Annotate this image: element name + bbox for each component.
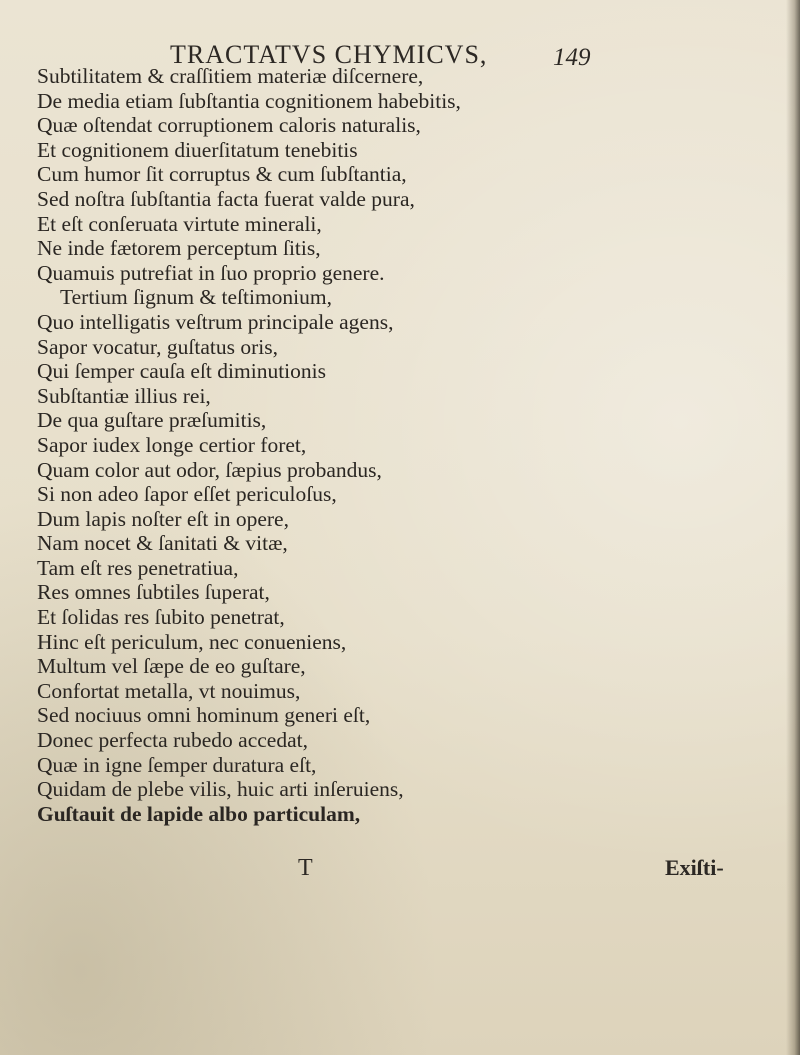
text-line: Quo intelligatis veſtrum principale agens, bbox=[37, 309, 394, 334]
text-line: Multum vel ſæpe de eo guſtare, bbox=[37, 654, 306, 679]
text-line: Et eſt conſeruata virtute minerali, bbox=[37, 211, 322, 236]
verse-text bbox=[37, 64, 461, 826]
text-line: Cum humor ſit corruptus & cum ſubſtantia, bbox=[37, 162, 407, 187]
text-line: Sed nociuus omni hominum generi eſt, bbox=[37, 703, 371, 728]
text-line: Qui ſemper cauſa eſt diminutionis bbox=[37, 359, 326, 384]
text-line: Hinc eſt periculum, nec conueniens, bbox=[37, 629, 347, 654]
text-line: Subtilitatem & craſſitiem materiæ diſcernere, bbox=[37, 64, 424, 88]
text-line: De qua guſtare præſumitis, bbox=[37, 408, 267, 433]
text-line: Dum lapis noſter eſt in opere, bbox=[37, 506, 289, 531]
text-line: Sapor iudex longe certior foret, bbox=[37, 432, 307, 457]
text-line: Donec perfecta rubedo accedat, bbox=[37, 728, 308, 753]
text-line: Et ſolidas res ſubito penetrat, bbox=[37, 605, 285, 630]
signature-mark: T bbox=[298, 855, 313, 881]
catchword: Exiſti- bbox=[665, 855, 724, 880]
text-line: Subſtantiæ illius rei, bbox=[37, 383, 211, 408]
text-line: Tertium ſignum & teſtimonium, bbox=[60, 285, 333, 310]
text-line: Quæ oſtendat corruptionem caloris naturalis, bbox=[37, 113, 421, 138]
text-line: Quam color aut odor, ſæpius probandus, bbox=[37, 457, 382, 482]
text-line: Tam eſt res penetratiua, bbox=[37, 555, 239, 580]
text-line: Res omnes ſubtiles ſuperat, bbox=[37, 580, 270, 605]
text-line: Confortat metalla, vt nouimus, bbox=[37, 678, 301, 703]
page-edge-shadow bbox=[786, 0, 800, 1055]
text-line: Quæ in igne ſemper duratura eſt, bbox=[37, 752, 317, 777]
text-line: Sapor vocatur, guſtatus oris, bbox=[37, 334, 278, 359]
text-line: De media etiam ſubſtantia cognitionem habebitis, bbox=[37, 88, 461, 113]
running-head: TRACTATVS CHYMICVS, bbox=[170, 40, 488, 69]
text-line: Quidam de plebe vilis, huic arti inſeruiens, bbox=[37, 777, 404, 802]
text-line: Et cognitionem diuerſitatum tenebitis bbox=[37, 137, 358, 162]
text-line: Quamuis putrefiat in ſuo proprio genere. bbox=[37, 260, 385, 285]
text-line: Guſtauit de lapide albo particulam, bbox=[37, 801, 361, 826]
text-line: Ne inde fætorem perceptum ſitis, bbox=[37, 236, 321, 261]
page-number: 149 bbox=[553, 44, 591, 71]
text-line: Si non adeo ſapor eſſet periculoſus, bbox=[37, 482, 337, 507]
text-line: Nam nocet & ſanitati & vitæ, bbox=[37, 531, 288, 556]
text-line: Sed noſtra ſubſtantia facta fuerat valde pura, bbox=[37, 186, 415, 211]
